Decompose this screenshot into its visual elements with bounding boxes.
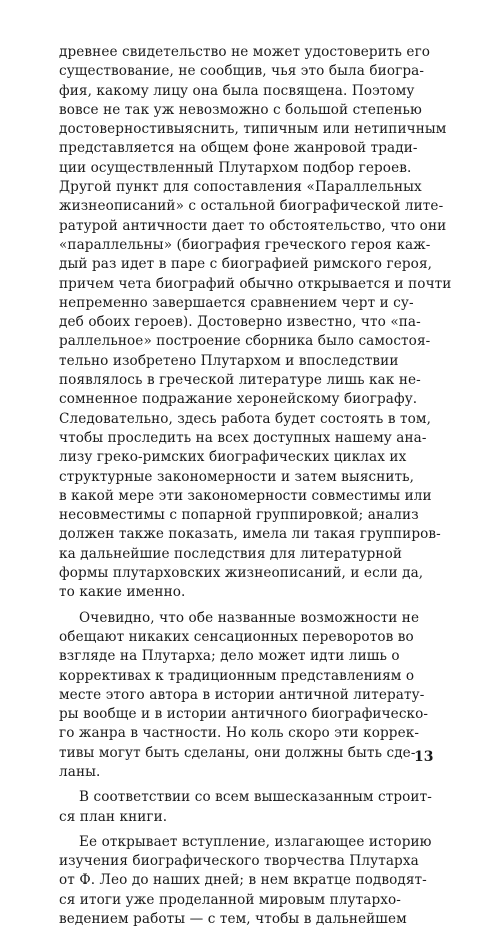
text-line: обещают никаких сенсационных переворотов во xyxy=(59,628,414,645)
text-line: непременно завершается сравнением черт и су- xyxy=(59,294,414,311)
text-line: достоверностивыяснить, типичным или нетипичным xyxy=(59,121,447,138)
text-line: формы плутарховских жизнеописаний, и если да, xyxy=(59,565,424,582)
text-line: тивы могут быть сделаны, они должны быть сде- xyxy=(59,744,416,761)
text-line: в какой мере эти закономерности совместимы или xyxy=(59,487,432,504)
text-line: В соответствии со всем вышесказанным строит- xyxy=(79,789,432,806)
text-line: должен также показать, имела ли такая группиров- xyxy=(59,526,441,543)
text-line: ры вообще и в истории античного биографическо- xyxy=(59,706,429,723)
text-line: ции осуществленный Плутархом подбор героев. xyxy=(59,159,412,176)
text-line: дый раз идет в паре с биографией римского героя, xyxy=(59,256,433,273)
text-line: ланы. xyxy=(59,763,101,780)
text-line: месте этого автора в истории античной литерату- xyxy=(59,686,425,703)
text-line: ся план книги. xyxy=(59,808,168,825)
text-line: ка дальнейшие последствия для литературной xyxy=(59,545,403,562)
text-line: структурные закономерности и затем выяснить, xyxy=(59,468,415,485)
text-line: от Ф. Лео до наших дней; в нем вкратце подводят- xyxy=(59,872,427,889)
text-line: причем чета биографий обычно открывается и почти xyxy=(59,275,452,292)
text-line: Другой пункт для сопоставления «Параллельных xyxy=(59,179,422,196)
text-line: раллельное» построение сборника было самостоя- xyxy=(59,333,431,350)
text-line: «параллельны» (биография греческого героя каж- xyxy=(59,236,431,253)
text-line: Ее открывает вступление, излагающее историю xyxy=(79,833,432,850)
text-line: взгляде на Плутарха; дело может идти лишь о xyxy=(59,648,400,665)
text-line: вовсе не так уж невозможно с большой степенью xyxy=(59,101,422,118)
paragraph xyxy=(59,43,452,603)
text-line: появлялось в греческой литературе лишь как не- xyxy=(59,372,421,389)
text-line: то какие именно. xyxy=(59,584,186,601)
text-line: изучения биографического творчества Плутарха xyxy=(59,853,419,870)
text-line: лизу греко-римских биографических циклах их xyxy=(59,449,407,466)
text-line: ся итоги уже проделанной мировым плутархо- xyxy=(59,891,401,908)
text-line: тельно изобретено Плутархом и впоследствии xyxy=(59,352,399,369)
text-line: деб обоих героев). Достоверно известно, что «па- xyxy=(59,314,421,331)
text-line: жизнеописаний» с остальной биографической лите- xyxy=(59,198,444,215)
text-line: представляется на общем фоне жанровой тради- xyxy=(59,140,418,157)
text-line: несовместимы с попарной группировкой; анализ xyxy=(59,507,419,524)
text-line: коррективах к традиционным представлениям о xyxy=(59,667,415,684)
text-line: существование, не сообщив, чья это была биогра- xyxy=(59,63,425,80)
text-line: фия, какому лицу она была посвящена. Поэтому xyxy=(59,82,415,99)
text-line: чтобы проследить на всех доступных нашему ана- xyxy=(59,429,427,446)
page-number: 13 xyxy=(414,749,434,765)
text-line: ведением работы — с тем, чтобы в дальнейшем xyxy=(59,911,407,928)
text-line: Следовательно, здесь работа будет состоять в том, xyxy=(59,410,432,427)
paragraph xyxy=(59,788,432,827)
text-line: ратурой античности дает то обстоятельство, что они xyxy=(59,217,447,234)
text-line: древнее свидетельство не может удостоверить его xyxy=(59,44,431,60)
text-line: сомненное подражание херонейскому биографу. xyxy=(59,391,418,408)
text-line: го жанра в частности. Но коль скоро эти коррек- xyxy=(59,725,420,742)
paragraph xyxy=(59,833,432,929)
text-line: Очевидно, что обе названные возможности не xyxy=(79,609,420,626)
